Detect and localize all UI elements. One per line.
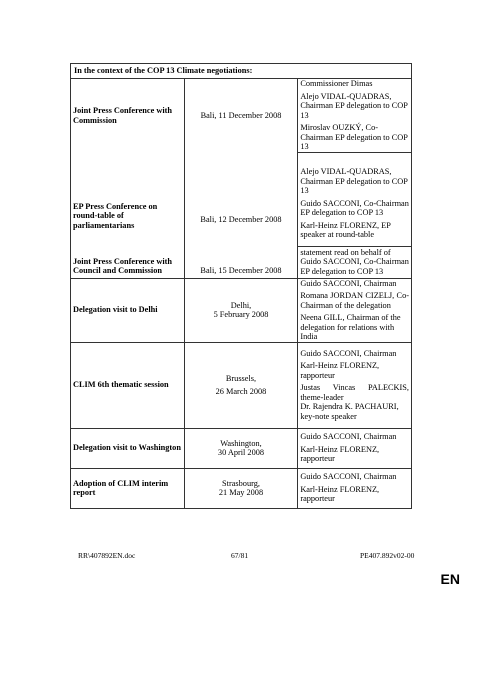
people-cell bbox=[298, 342, 412, 428]
place-date-cell: Washington, 30 April 2008 bbox=[184, 428, 298, 468]
people-cell bbox=[298, 278, 412, 342]
people-cell bbox=[298, 428, 412, 468]
person-entry: Karl-Heinz FLORENZ, rapporteur bbox=[300, 484, 380, 504]
place-date-cell: Delhi, 5 February 2008 bbox=[184, 278, 298, 342]
event-cell: Adoption of CLIM interim report bbox=[71, 468, 185, 508]
event-cell: CLIM 6th thematic session bbox=[71, 342, 185, 428]
person-entry: Commissioner Dimas bbox=[300, 79, 373, 88]
people-cell bbox=[298, 152, 412, 246]
meetings-table bbox=[70, 63, 412, 509]
place-date-cell: Bali, 12 December 2008 bbox=[184, 152, 298, 246]
person-entry: Romana JORDAN CIZELJ, Co-Chairman of the delegation bbox=[300, 291, 409, 310]
table-row bbox=[71, 342, 412, 428]
event-cell: Delegation visit to Delhi bbox=[71, 278, 185, 342]
event-cell: Joint Press Conference with Council and Commission bbox=[71, 246, 185, 278]
person-entry: Karl-Heinz FLORENZ, EP speaker at round-table bbox=[300, 220, 391, 239]
people-cell bbox=[298, 468, 412, 508]
person-entry: Miroslav OUZKÝ, Co-Chairman EP delegation to COP 13 bbox=[300, 123, 408, 151]
table-row bbox=[71, 278, 412, 342]
people-cell bbox=[298, 246, 412, 278]
table-header: In the context of the COP 13 Climate negotiations: bbox=[71, 64, 412, 79]
person-entry: Neena GILL, Chairman of the delegation for relations with India bbox=[300, 313, 401, 341]
document-reference: RR\407892EN.doc bbox=[78, 551, 136, 560]
place-date-cell: Strasbourg, 21 May 2008 bbox=[184, 468, 298, 508]
table-row bbox=[71, 428, 412, 468]
event-cell: EP Press Conference on round-table of parliamentarians bbox=[71, 152, 185, 246]
person-entry: Alejo VIDAL-QUADRAS, Chairman EP delegation to COP 13 bbox=[300, 167, 408, 195]
place-date-cell: Brussels, 26 March 2008 bbox=[184, 342, 298, 428]
person-entry: Guido SACCONI, Chairman bbox=[300, 432, 397, 442]
event-cell: Joint Press Conference with Commission bbox=[71, 79, 185, 153]
place-date-cell: Bali, 11 December 2008 bbox=[184, 79, 298, 153]
people-cell bbox=[298, 79, 412, 153]
event-cell: Delegation visit to Washington bbox=[71, 428, 185, 468]
person-entry: Karl-Heinz FLORENZ, rapporteur bbox=[300, 361, 380, 380]
person-entry: Alejo VIDAL-QUADRAS, Chairman EP delegation to COP 13 bbox=[300, 91, 408, 120]
pe-reference: PE407.892v02-00 bbox=[360, 551, 415, 560]
table-row bbox=[71, 246, 412, 278]
person-entry: Guido SACCONI, Co-Chairman EP delegation to COP 13 bbox=[300, 198, 409, 217]
meetings-table-container bbox=[70, 63, 412, 509]
page-number: 67/81 bbox=[231, 551, 249, 560]
person-entry: Justas Vincas PALECKIS, theme-leader bbox=[300, 383, 409, 402]
person-entry: Dr. Rajendra K. PACHAURI, key-note speaker bbox=[300, 402, 399, 421]
table-row bbox=[71, 79, 412, 153]
table-header-row bbox=[71, 64, 412, 79]
table-row bbox=[71, 152, 412, 246]
table-row bbox=[71, 468, 412, 508]
person-entry: Guido SACCONI, Chairman bbox=[300, 278, 397, 288]
person-entry: statement read on behalf of Guido SACCONI, Co-Chairman EP delegation to COP 13 bbox=[300, 247, 409, 276]
person-entry: Guido SACCONI, Chairman bbox=[300, 472, 397, 482]
language-code: EN bbox=[440, 571, 460, 587]
person-entry: Karl-Heinz FLORENZ, rapporteur bbox=[300, 444, 380, 464]
place-date-cell: Bali, 15 December 2008 bbox=[184, 246, 298, 278]
person-entry: Guido SACCONI, Chairman bbox=[300, 348, 397, 358]
